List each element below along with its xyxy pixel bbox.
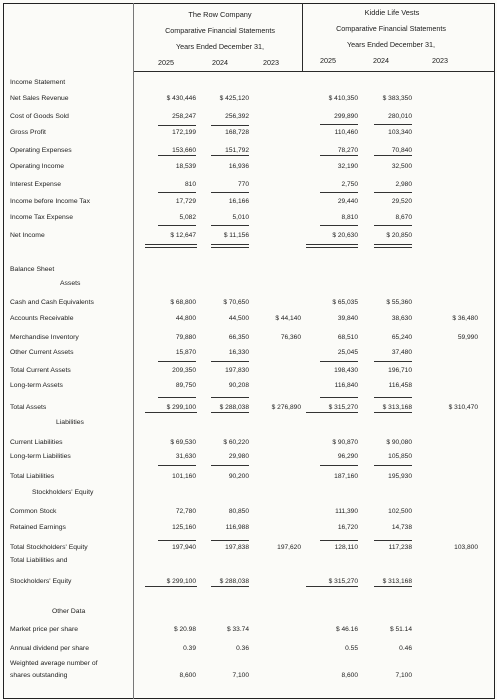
total-rule [211, 412, 249, 413]
total-rule [306, 244, 358, 245]
total-rule [145, 586, 197, 587]
total-rule [306, 412, 358, 413]
company-a-value: 44,500 [228, 315, 249, 322]
company-a-value: $ 299,100 [166, 404, 196, 411]
company-a-value: $ 20.98 [174, 626, 196, 633]
company-b-value: 37,480 [391, 349, 412, 356]
company-b-value: 29,520 [391, 198, 412, 205]
company-b-value: 32,190 [337, 163, 358, 170]
company-a-year-2025: 2025 [158, 58, 174, 67]
company-a-value: 125,160 [172, 524, 196, 531]
company-a-value: 16,936 [228, 163, 249, 170]
company-b-value: 198,430 [334, 367, 358, 374]
row-label: Current Liabilities [10, 439, 63, 446]
row-label: Accounts Receivable [10, 315, 74, 322]
company-a-value: 153,660 [172, 147, 196, 154]
row-label: Annual dividend per share [10, 645, 89, 652]
company-b-value: 96,290 [337, 453, 358, 460]
company-a-value: 101,160 [172, 473, 196, 480]
company-a-value: 79,880 [175, 334, 196, 341]
company-a-value: 197,838 [225, 544, 249, 551]
company-b-value: 103,340 [388, 129, 412, 136]
company-a-value: 18,539 [175, 163, 196, 170]
company-a-value: 15,870 [175, 349, 196, 356]
row-label: Common Stock [10, 508, 57, 515]
company-b-value: 187,160 [334, 473, 358, 480]
company-b-value: 38,630 [391, 315, 412, 322]
row-label: Interest Expense [10, 181, 62, 188]
company-a-value: $ 70,650 [223, 299, 249, 306]
company-a-value: 44,800 [175, 315, 196, 322]
section-stockholders-equity: Stockholders' Equity [32, 489, 94, 496]
section-income-statement: Income Statement [10, 79, 66, 86]
company-b-value: 8,600 [341, 672, 358, 679]
company-a-value: 17,729 [175, 198, 196, 205]
company-b-year-2025: 2025 [320, 56, 336, 65]
subtotal-rule [158, 225, 196, 226]
company-b-year-2023: 2023 [432, 56, 448, 65]
subtotal-rule [374, 397, 412, 398]
row-label: Total Liabilities [10, 473, 55, 480]
subtotal-rule [211, 361, 249, 362]
company-b-value: 65,240 [391, 334, 412, 341]
company-a-value: 5,082 [179, 214, 196, 221]
company-b-value: $ 310,470 [448, 404, 478, 411]
company-b-value: $ 46.16 [336, 626, 358, 633]
total-rule [306, 586, 358, 587]
header-bottom-rule [133, 71, 495, 72]
total-rule [374, 247, 412, 248]
company-b-value: 14,738 [391, 524, 412, 531]
total-rule [306, 247, 358, 248]
total-rule [211, 586, 249, 587]
company-b-value: 2,750 [341, 181, 358, 188]
company-a-value: 76,360 [280, 334, 301, 341]
company-a-value: 0.36 [236, 645, 249, 652]
subtotal-rule [158, 465, 196, 466]
company-b-value: 102,500 [388, 508, 412, 515]
row-label: Gross Profit [10, 129, 46, 136]
company-b-value: 70,840 [391, 147, 412, 154]
company-b-value: 105,850 [388, 453, 412, 460]
company-a-value: 197,620 [277, 544, 301, 551]
subtotal-rule [320, 361, 358, 362]
company-a-value: $ 288,038 [219, 578, 249, 585]
row-label: Total Liabilities and [10, 557, 68, 564]
company-a-value: 209,350 [172, 367, 196, 374]
row-label: Net Sales Revenue [10, 95, 69, 102]
row-label: Long-term Assets [10, 382, 63, 389]
row-label: Other Current Assets [10, 349, 74, 356]
subtotal-rule [374, 225, 412, 226]
company-a-value: 89,750 [175, 382, 196, 389]
company-b-value: 32,500 [391, 163, 412, 170]
total-rule [145, 247, 197, 248]
company-b-value: 8,670 [395, 214, 412, 221]
company-b-value: $ 410,350 [328, 95, 358, 102]
company-a-year-2024: 2024 [212, 58, 228, 67]
subtotal-rule [320, 192, 358, 193]
company-b-value: 7,100 [395, 672, 412, 679]
company-a-value: $ 425,120 [219, 95, 249, 102]
company-b-value: 117,238 [388, 544, 412, 551]
company-a-value: $ 33.74 [227, 626, 249, 633]
company-a-value: 0.39 [183, 645, 196, 652]
company-b-value: 111,390 [335, 508, 358, 515]
subtotal-rule [158, 125, 196, 126]
subtotal-rule [320, 397, 358, 398]
company-a-value: 151,792 [225, 147, 249, 154]
subtotal-rule [211, 465, 249, 466]
section-balance-sheet: Balance Sheet [10, 266, 55, 273]
subtotal-rule [158, 155, 196, 156]
company-b-value: 103,800 [454, 544, 478, 551]
company-a-value: 7,100 [232, 672, 249, 679]
subtotal-rule [320, 540, 358, 541]
subtotal-rule [211, 155, 249, 156]
row-label: Total Assets [10, 404, 47, 411]
company-a-value: $ 12,647 [170, 232, 196, 239]
subtotal-rule [211, 125, 249, 126]
total-rule [374, 412, 412, 413]
company-b-value: 29,440 [337, 198, 358, 205]
subtotal-rule [374, 155, 412, 156]
subtotal-rule [211, 397, 249, 398]
company-a-value: $ 44,140 [275, 315, 301, 322]
company-b-value: $ 55,360 [386, 299, 412, 306]
company-b-value: 16,720 [337, 524, 358, 531]
company-a-value: 72,780 [175, 508, 196, 515]
company-b-value: 195,930 [388, 473, 412, 480]
company-b-value: 116,458 [388, 382, 412, 389]
company-b-value: 2,980 [395, 181, 412, 188]
company-b-value: $ 20,850 [386, 232, 412, 239]
company-a-value: 258,247 [172, 113, 196, 120]
company-b-name: Kiddie Life Vests [364, 8, 420, 17]
company-b-period: Years Ended December 31, [346, 40, 436, 49]
row-label: Weighted average number of [10, 660, 98, 667]
total-rule [145, 244, 197, 245]
company-a-name: The Row Company [188, 10, 252, 19]
company-a-value: 168,728 [225, 129, 249, 136]
company-b-value: 280,010 [388, 113, 412, 120]
company-b-value: 110,460 [334, 129, 358, 136]
company-b-value: 116,840 [334, 382, 358, 389]
subtotal-rule [158, 192, 196, 193]
company-b-value: $ 90,870 [332, 439, 358, 446]
row-label: Cash and Cash Equivalents [10, 299, 94, 306]
company-a-value: 90,208 [228, 382, 249, 389]
subtotal-rule [374, 540, 412, 541]
row-label: Income Tax Expense [10, 214, 73, 221]
divider-a-b [302, 3, 303, 72]
subtotal-rule [211, 540, 249, 541]
company-b-value: $ 51.14 [390, 626, 412, 633]
company-b-value: 0.46 [399, 645, 412, 652]
subtotal-rule [211, 225, 249, 226]
company-b-value: $ 20,630 [332, 232, 358, 239]
company-a-year-2023: 2023 [263, 58, 279, 67]
company-b-value: 68,510 [337, 334, 358, 341]
company-a-value: 16,166 [228, 198, 249, 205]
company-b-value: 39,840 [337, 315, 358, 322]
company-a-value: $ 299,100 [166, 578, 196, 585]
company-a-value: 66,350 [228, 334, 249, 341]
subtotal-rule [374, 124, 412, 125]
company-b-value: $ 315,270 [328, 404, 358, 411]
company-a-value: $ 11,156 [223, 232, 249, 239]
row-label: Cost of Goods Sold [10, 113, 69, 120]
subtotal-rule [374, 361, 412, 362]
subtotal-rule [320, 225, 358, 226]
subtotal-rule [374, 465, 412, 466]
row-label: Total Current Assets [10, 367, 71, 374]
company-a-value: 90,200 [228, 473, 249, 480]
company-a-period: Years Ended December 31, [175, 42, 265, 51]
total-rule [374, 586, 412, 587]
row-label: Income before Income Tax [10, 198, 90, 205]
company-a-value: 197,940 [172, 544, 196, 551]
row-label: Operating Income [10, 163, 65, 170]
company-a-value: 31,630 [175, 453, 196, 460]
company-b-value: 25,045 [337, 349, 358, 356]
company-a-value: $ 60,220 [223, 439, 249, 446]
company-a-value: 770 [237, 181, 249, 188]
company-a-statement: Comparative Financial Statements [165, 26, 275, 35]
company-b-value: $ 315,270 [328, 578, 358, 585]
row-label: Operating Expenses [10, 147, 72, 154]
company-a-value: $ 68,800 [170, 299, 196, 306]
total-rule [374, 244, 412, 245]
company-a-value: $ 69,530 [170, 439, 196, 446]
company-b-value: 128,110 [334, 544, 358, 551]
row-label: Retained Earnings [10, 524, 66, 531]
company-b-statement: Comparative Financial Statements [336, 24, 446, 33]
row-label: Net Income [10, 232, 45, 239]
company-a-value: $ 430,446 [166, 95, 196, 102]
total-rule [211, 247, 249, 248]
company-a-value: 16,330 [228, 349, 249, 356]
subtotal-rule [320, 465, 358, 466]
subtotal-rule [211, 192, 249, 193]
total-rule [145, 412, 197, 413]
company-b-value: 196,710 [388, 367, 412, 374]
section-assets: Assets [60, 280, 81, 287]
divider-label-col [133, 3, 134, 699]
company-b-value: $ 313,168 [382, 578, 412, 585]
company-b-value: 8,810 [341, 214, 358, 221]
row-label: Market price per share [10, 626, 78, 633]
company-b-value: $ 90,080 [386, 439, 412, 446]
company-b-value: 59,990 [457, 334, 478, 341]
row-label: Total Stockholders' Equity [10, 544, 88, 551]
company-a-value: 810 [184, 181, 196, 188]
company-b-value: $ 65,035 [332, 299, 358, 306]
company-a-value: $ 276,890 [271, 404, 301, 411]
section-other-data: Other Data [52, 608, 86, 615]
company-a-value: 29,980 [228, 453, 249, 460]
company-a-value: 116,988 [225, 524, 249, 531]
company-b-value: $ 383,350 [382, 95, 412, 102]
subtotal-rule [374, 192, 412, 193]
subtotal-rule [320, 124, 358, 125]
company-a-value: $ 288,038 [219, 404, 249, 411]
subtotal-rule [320, 155, 358, 156]
company-b-year-2024: 2024 [373, 56, 389, 65]
row-label: Stockholders' Equity [10, 578, 72, 585]
company-a-value: 5,010 [232, 214, 249, 221]
company-a-value: 197,830 [225, 367, 249, 374]
subtotal-rule [158, 397, 196, 398]
section-liabilities: Liabilities [56, 419, 84, 426]
total-rule [211, 244, 249, 245]
company-a-value: 256,392 [225, 113, 249, 120]
company-b-value: $ 36,480 [452, 315, 478, 322]
row-label: Long-term Liabilities [10, 453, 71, 460]
table-frame [3, 3, 495, 699]
company-b-value: 78,270 [337, 147, 358, 154]
company-a-value: 80,850 [228, 508, 249, 515]
company-a-value: 8,600 [179, 672, 196, 679]
subtotal-rule [158, 540, 196, 541]
company-a-value: 172,199 [172, 129, 196, 136]
row-label: shares outstanding [10, 672, 68, 679]
company-b-value: 299,890 [334, 113, 358, 120]
company-b-value: 0.55 [345, 645, 358, 652]
subtotal-rule [158, 361, 196, 362]
row-label: Merchandise Inventory [10, 334, 79, 341]
company-b-value: $ 313,168 [382, 404, 412, 411]
